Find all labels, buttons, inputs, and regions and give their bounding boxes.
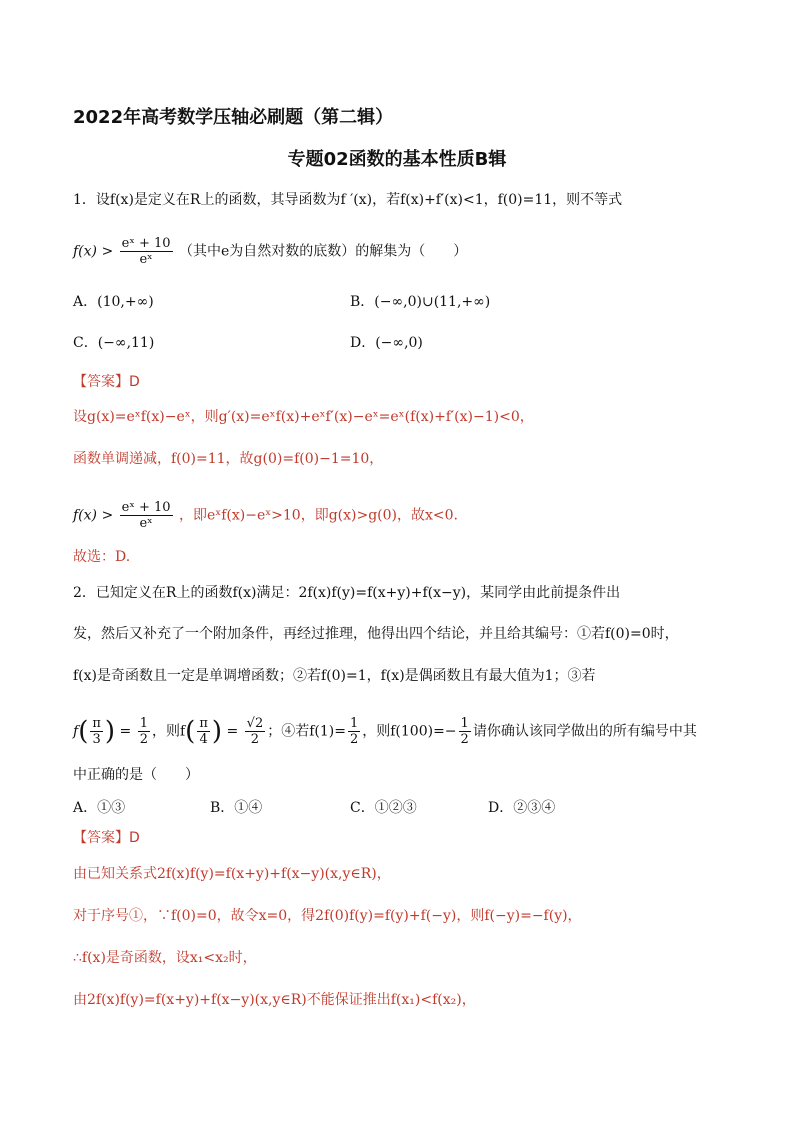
q2-paren-close-2: ) — [211, 716, 223, 747]
q1-option-d[interactable]: D．(−∞,0) — [350, 335, 423, 351]
q2-stem-line4 — [73, 716, 724, 747]
q2-option-b[interactable]: B．①④ — [210, 800, 263, 816]
q2-frac-half-1-den: 2 — [139, 732, 148, 747]
q1-solution-fraction-denominator: eˣ — [139, 516, 153, 531]
q2-solution-line2: 对于序号①，∵f(0)=0，故令x=0，得2f(0)f(y)=f(y)+f(−y)，则f(−y)=−f(y)， — [73, 908, 582, 924]
q1-option-c[interactable]: C．(−∞,11) — [73, 335, 155, 351]
q2-eq2: = — [226, 723, 239, 740]
q2-frac-sqrt2-num: √2 — [246, 716, 264, 731]
q1-solution-tail: ，即eˣf(x)−eˣ>10，即g(x)>g(0)，故x<0. — [179, 507, 459, 524]
q2-frac-half-2-den: 2 — [349, 732, 359, 747]
q1-answer-label: 【答案】D — [73, 374, 140, 390]
q2-mid-text: ，则f — [151, 723, 186, 740]
q2-frac-half-3 — [459, 716, 471, 747]
q1-solution-fraction — [120, 500, 173, 531]
q1-solution-line4: 故选：D. — [73, 549, 131, 565]
q2-paren-open: ( — [78, 716, 89, 747]
q1-solution-line2: 函数单调递减，f(0)=11，故g(0)=f(0)−1=10， — [73, 451, 384, 467]
q1-fraction-denominator: eˣ — [139, 252, 153, 267]
q2-frac-pi-4 — [197, 716, 210, 747]
q2-stem-line5: 中正确的是（ ） — [73, 767, 199, 783]
q1-stem-line2 — [73, 236, 724, 267]
q1-stem-tail: （其中e为自然对数的底数）的解集为（ ） — [179, 243, 468, 260]
q2-frac-sqrt2-den: 2 — [250, 732, 260, 747]
q1-fraction — [120, 236, 173, 267]
q1-stem-line1: 1．设f(x)是定义在R上的函数，其导函数为f ′(x)，若f(x)+f′(x)<1，f(0)=11，则不等式 — [73, 192, 623, 208]
q2-option-a[interactable]: A．①③ — [73, 800, 126, 816]
q2-solution-line4: 由2f(x)f(y)=f(x+y)+f(x−y)(x,y∈R)不能保证推出f(x₁)<f(x₂)， — [73, 992, 476, 1008]
q2-solution-line1: 由已知关系式2f(x)f(y)=f(x+y)+f(x−y)(x,y∈R)， — [73, 866, 391, 882]
q2-frac-pi-3-den: 3 — [92, 732, 101, 747]
q1-solution-line3 — [73, 500, 724, 531]
q2-option-d[interactable]: D．②③④ — [488, 800, 556, 816]
q2-frac-half-3-den: 2 — [460, 732, 469, 747]
q1-option-b[interactable]: B．(−∞,0)∪(11,+∞) — [350, 294, 491, 310]
q1-solution-lhs: f(x) > — [73, 507, 114, 524]
q1-solution-line1: 设g(x)=eˣf(x)−eˣ，则g′(x)=eˣf(x)+eˣf′(x)−eˣ=eˣ(f(x)+f′(x)−1)<0， — [73, 409, 534, 425]
q2-paren-open-2: ( — [185, 716, 196, 747]
q2-f100-text: ，则f(100)=− — [362, 723, 457, 740]
q2-option-c[interactable]: C．①②③ — [350, 800, 417, 816]
q1-fraction-numerator: eˣ + 10 — [121, 236, 171, 251]
q1-option-a[interactable]: A．(10,+∞) — [73, 294, 154, 310]
q2-item4-text: ；④若f(1)= — [267, 723, 346, 740]
q2-stem-line1: 2．已知定义在R上的函数f(x)满足：2f(x)f(y)=f(x+y)+f(x−y)，某同学由此前提条件出 — [73, 585, 621, 601]
q2-solution-line3: ∴f(x)是奇函数，设x₁<x₂时， — [73, 950, 257, 966]
q2-frac-pi-3-num: π — [92, 716, 101, 731]
q2-line4-tail: 请你确认该同学做出的所有编号中其 — [472, 723, 697, 740]
q2-f-symbol: f — [73, 723, 79, 740]
q2-frac-pi-4-num: π — [199, 716, 208, 731]
sub-title: 专题02函数的基本性质B辑 — [287, 149, 507, 170]
q2-frac-half-2 — [348, 716, 360, 747]
q2-frac-pi-3 — [90, 716, 103, 747]
q2-frac-pi-4-den: 4 — [199, 732, 208, 747]
q2-frac-half-2-num: 1 — [349, 716, 359, 731]
q2-stem-line3: f(x)是奇函数且一定是单调增函数；②若f(0)=1，f(x)是偶函数且有最大值为1；③若 — [73, 668, 596, 684]
q2-frac-half-3-num: 1 — [460, 716, 469, 731]
q1-solution-fraction-numerator: eˣ + 10 — [121, 500, 171, 515]
q2-frac-sqrt2 — [245, 716, 266, 747]
q2-stem-line2: 发，然后又补充了一个附加条件，再经过推理，他得出四个结论，并且给其编号：①若f(0)=0时， — [73, 626, 679, 642]
q2-paren-close: ) — [104, 716, 116, 747]
q2-frac-half-1-num: 1 — [139, 716, 148, 731]
main-title: 2022年高考数学压轴必刷题（第二辑） — [73, 107, 394, 128]
q2-frac-half-1 — [138, 716, 150, 747]
q2-answer-label: 【答案】D — [73, 830, 140, 846]
q2-eq1: = — [119, 723, 132, 740]
q1-inequality-lhs: f(x) > — [73, 243, 114, 260]
